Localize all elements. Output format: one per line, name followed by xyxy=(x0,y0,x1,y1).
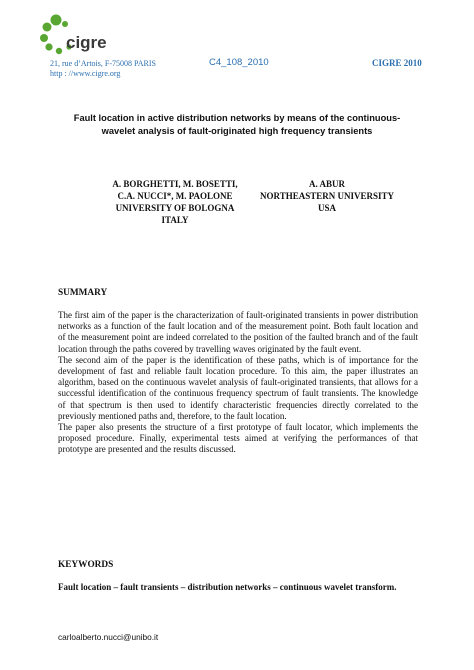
authors-right xyxy=(247,178,407,214)
keywords-text: Fault location – fault transients – distribution networks – continuous wavelet transform. xyxy=(58,582,397,592)
conference-name: CIGRE 2010 xyxy=(372,58,422,68)
summary-body xyxy=(58,310,418,456)
paper-title xyxy=(70,112,404,137)
affiliation-line: NORTHEASTERN UNIVERSITY xyxy=(260,191,394,201)
website-link[interactable]: http : //www.cigre.org xyxy=(50,69,121,78)
country-line: USA xyxy=(317,203,336,213)
address-line: 21, rue d’Artois, F-75008 PARIS xyxy=(50,59,156,68)
address-block xyxy=(50,59,156,79)
paper-id: C4_108_2010 xyxy=(209,57,269,68)
summary-paragraph: The first aim of the paper is the characterization of fault-originated transients in power distribution networks as a function of the fault location and of the measurement point. Both fault location and of the measurement point are indeed correlated to the position of the faulted branch and of the fault location through the paths covered by travelling waves originated by the fault event. xyxy=(58,310,418,354)
affiliation-line: UNIVERSITY OF BOLOGNA xyxy=(115,203,235,213)
summary-heading: SUMMARY xyxy=(58,288,108,298)
title-line: Fault location in active distribution networks by means of the continuous- xyxy=(73,113,401,123)
corresponding-email[interactable]: carloalberto.nucci@unibo.it xyxy=(58,632,159,642)
author-line: A. BORGHETTI, M. BOSETTI, xyxy=(112,179,238,189)
svg-text:cigre: cigre xyxy=(66,33,107,52)
title-line: wavelet analysis of fault-originated high frequency transients xyxy=(101,125,373,136)
author-line: A. ABUR xyxy=(308,179,345,189)
cigre-logo xyxy=(40,14,107,58)
keywords-heading: KEYWORDS xyxy=(58,560,114,570)
author-line: C.A. NUCCI*, M. PAOLONE xyxy=(117,191,233,201)
country-line: ITALY xyxy=(161,215,189,225)
authors-left xyxy=(95,178,255,226)
summary-paragraph: The second aim of the paper is the identification of these paths, which is of importance for the development of fast and reliable fault location procedure. To this aim, the paper illustrates an algorithm, based on the continuous wavelet analysis of fault-originated transients, that allows for a successful identification of the continuous frequency spectrum of fault transients. The knowledge of that spectrum is then used to identify characteristic frequencies directly correlated to the previously mentioned paths and, therefore, to the fault location. xyxy=(58,354,418,421)
summary-paragraph: The paper also presents the structure of a first prototype of fault locator, which implements the proposed procedure. Finally, experimental tests aimed at verifying the performances of that prototype are presented and the results discussed. xyxy=(58,422,418,455)
